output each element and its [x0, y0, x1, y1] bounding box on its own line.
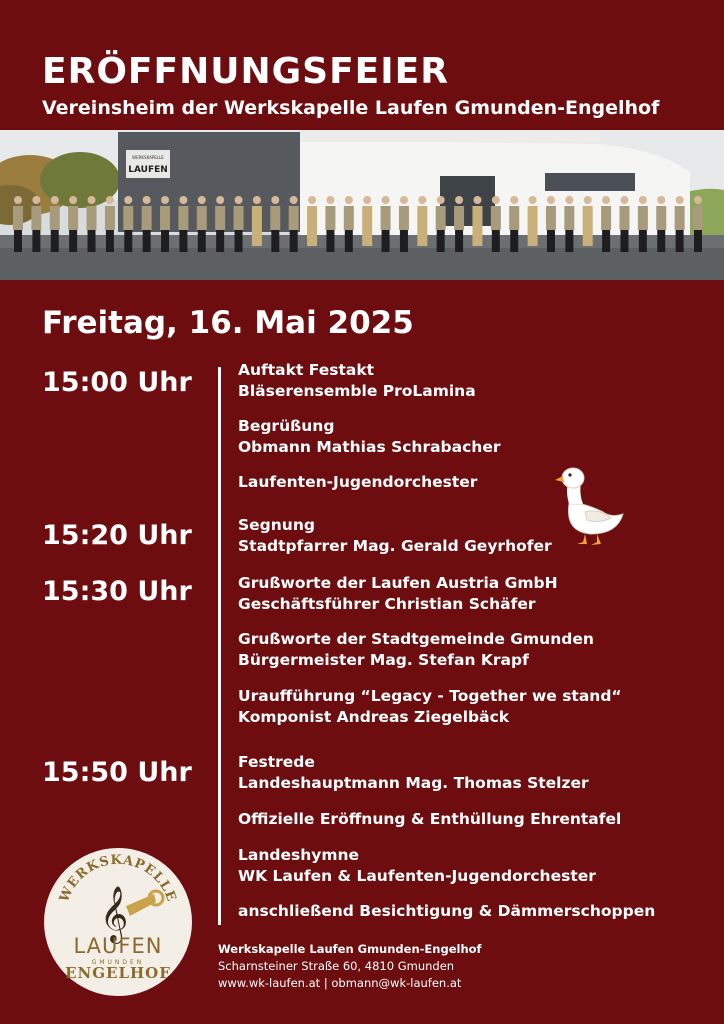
musician-figure — [68, 206, 78, 230]
musician-head — [455, 196, 463, 204]
program-item: Segnung Stadtpfarrer Mag. Gerald Geyrhofer — [238, 516, 552, 555]
musician-figure — [13, 206, 23, 230]
musician-head — [694, 196, 702, 204]
musician-head — [602, 196, 610, 204]
musician-head — [143, 196, 151, 204]
musician-figure — [270, 206, 280, 230]
musician-head — [382, 196, 390, 204]
musician-figure — [381, 206, 391, 230]
musician-figure — [215, 206, 225, 230]
musician-figure — [656, 206, 666, 230]
event-date: Freitag, 16. Mai 2025 — [42, 305, 414, 341]
musician-figure — [583, 206, 593, 246]
musician-head — [492, 196, 500, 204]
musician-legs — [32, 230, 40, 252]
sign-text: LAUFEN — [128, 165, 168, 175]
musician-head — [88, 196, 96, 204]
musician-legs — [694, 230, 702, 252]
footer-address: Scharnsteiner Straße 60, 4810 Gmunden — [218, 959, 455, 973]
musician-head — [106, 196, 114, 204]
musician-legs — [676, 230, 684, 252]
musician-legs — [345, 230, 353, 252]
musician-figure — [178, 206, 188, 230]
musician-head — [216, 196, 224, 204]
musician-legs — [124, 230, 132, 252]
timeline-divider — [218, 367, 221, 925]
musician-legs — [14, 230, 22, 252]
musician-legs — [547, 230, 555, 252]
musician-legs — [143, 230, 151, 252]
musician-figure — [454, 206, 464, 230]
musician-head — [326, 196, 334, 204]
musician-figure — [87, 206, 97, 230]
musician-figure — [601, 206, 611, 230]
musician-head — [235, 196, 243, 204]
musician-head — [32, 196, 40, 204]
musician-legs — [106, 230, 114, 252]
musician-head — [51, 196, 59, 204]
musician-head — [179, 196, 187, 204]
musician-head — [161, 196, 169, 204]
logo-bottom-text: ENGELHOF — [65, 964, 171, 982]
musician-head — [124, 196, 132, 204]
musician-head — [69, 196, 77, 204]
svg-text:𝄞: 𝄞 — [99, 886, 129, 942]
program-item: anschließend Besichtigung & Dämmerschoppen — [238, 902, 656, 920]
musician-legs — [565, 230, 573, 252]
musician-figure — [546, 206, 556, 230]
musician-head — [676, 196, 684, 204]
musician-figure — [197, 206, 207, 230]
musician-figure — [142, 206, 152, 230]
program-item: Begrüßung Obmann Mathias Schrabacher — [238, 417, 501, 456]
musician-legs — [400, 230, 408, 252]
musician-figure — [31, 206, 41, 230]
musician-head — [510, 196, 518, 204]
musician-figure — [675, 206, 685, 230]
musician-figure — [528, 206, 538, 246]
musician-legs — [271, 230, 279, 252]
musician-figure — [399, 206, 409, 230]
musician-head — [14, 196, 22, 204]
time-1520: 15:20 Uhr — [42, 520, 192, 551]
program-item: Offizielle Eröffnung & Enthüllung Ehrentafel — [238, 810, 622, 828]
time-1530: 15:30 Uhr — [42, 576, 192, 607]
musician-figure — [160, 206, 170, 230]
musician-head — [308, 196, 316, 204]
musician-head — [345, 196, 353, 204]
musician-legs — [437, 230, 445, 252]
musician-legs — [602, 230, 610, 252]
musician-legs — [290, 230, 298, 252]
musician-figure — [123, 206, 133, 230]
program-item: Landeshymne WK Laufen & Laufenten-Jugendorchester — [238, 846, 596, 885]
musician-legs — [88, 230, 96, 252]
musician-head — [198, 196, 206, 204]
program-item: Grußworte der Stadtgemeinde Gmunden Bürgermeister Mag. Stefan Krapf — [238, 630, 594, 669]
musician-legs — [216, 230, 224, 252]
musician-figure — [50, 206, 60, 230]
time-1550: 15:50 Uhr — [42, 757, 192, 788]
musician-figure — [252, 206, 262, 246]
musician-figure — [325, 206, 335, 230]
musician-figure — [362, 206, 372, 246]
musician-legs — [492, 230, 500, 252]
musician-legs — [198, 230, 206, 252]
musician-figure — [234, 206, 244, 230]
musician-head — [565, 196, 573, 204]
musician-legs — [69, 230, 77, 252]
musician-legs — [620, 230, 628, 252]
musician-legs — [326, 230, 334, 252]
page-subtitle: Vereinsheim der Werkskapelle Laufen Gmunden-Engelhof — [42, 97, 660, 119]
sign-small-text: WERKSKAPELLE — [132, 155, 164, 160]
musician-head — [290, 196, 298, 204]
musician-figure — [693, 206, 703, 230]
musician-head — [400, 196, 408, 204]
musician-figure — [472, 206, 482, 246]
musician-legs — [639, 230, 647, 252]
musician-legs — [51, 230, 59, 252]
musician-head — [253, 196, 261, 204]
musician-legs — [179, 230, 187, 252]
duck-illustration — [555, 462, 627, 546]
musician-legs — [455, 230, 463, 252]
musician-legs — [510, 230, 518, 252]
musician-head — [418, 196, 426, 204]
band-photo — [0, 130, 724, 280]
musician-figure — [564, 206, 574, 230]
musician-head — [363, 196, 371, 204]
musician-legs — [657, 230, 665, 252]
program-item: Laufenten-Jugendorchester — [238, 473, 478, 491]
musician-head — [657, 196, 665, 204]
program-item: Uraufführung “Legacy - Together we stand“ Komponist Andreas Ziegelbäck — [238, 687, 622, 726]
musician-legs — [161, 230, 169, 252]
musician-figure — [491, 206, 501, 230]
musician-head — [529, 196, 537, 204]
musician-head — [437, 196, 445, 204]
program-item: Festrede Landeshauptmann Mag. Thomas Stelzer — [238, 753, 589, 792]
musician-head — [620, 196, 628, 204]
musician-head — [547, 196, 555, 204]
musician-legs — [382, 230, 390, 252]
musician-head — [639, 196, 647, 204]
time-1500: 15:00 Uhr — [42, 367, 192, 398]
musician-figure — [105, 206, 115, 230]
page-title: ERÖFFNUNGSFEIER — [42, 51, 449, 92]
musician-head — [584, 196, 592, 204]
program-item: Grußworte der Laufen Austria GmbH Geschäftsführer Christian Schäfer — [238, 574, 558, 613]
musician-figure — [289, 206, 299, 230]
musician-figure — [509, 206, 519, 230]
logo-small-text: GMUNDEN — [91, 959, 145, 966]
logo-name: LAUFEN — [73, 934, 163, 958]
musician-figure — [307, 206, 317, 246]
club-logo — [42, 846, 194, 998]
musician-figure — [619, 206, 629, 230]
musician-figure — [417, 206, 427, 246]
musician-head — [271, 196, 279, 204]
program-item: Auftakt Festakt Bläserensemble ProLamina — [238, 361, 476, 400]
musician-head — [473, 196, 481, 204]
musician-figure — [344, 206, 354, 230]
musician-figure — [436, 206, 446, 230]
logo-arc-text: WERKSKAPELLE — [56, 852, 179, 905]
footer-contact[interactable]: www.wk-laufen.at | obmann@wk-laufen.at — [218, 976, 462, 990]
musician-figure — [638, 206, 648, 230]
footer-org: Werkskapelle Laufen Gmunden-Engelhof — [218, 942, 482, 956]
musician-legs — [235, 230, 243, 252]
